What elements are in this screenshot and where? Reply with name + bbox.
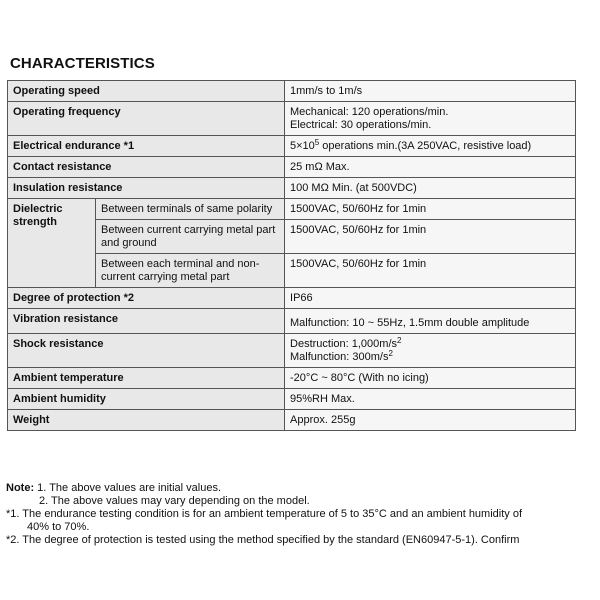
value-text: 5×10 [290, 140, 315, 152]
note-line: 2. The above values may vary depending on the model. [39, 495, 310, 507]
superscript: 2 [397, 336, 402, 345]
row-value: 25 mΩ Max. [285, 157, 576, 178]
row-value: Approx. 255g [285, 410, 576, 431]
row-label: Electrical endurance *1 [8, 136, 285, 157]
row-label: Weight [8, 410, 285, 431]
row-label: Ambient humidity [8, 389, 285, 410]
row-label: Shock resistance [8, 334, 285, 368]
table-row [8, 102, 576, 136]
row-value: IP66 [285, 288, 576, 309]
row-label: Contact resistance [8, 157, 285, 178]
table-row [8, 199, 576, 220]
value-line [290, 338, 570, 351]
page-title: CHARACTERISTICS [10, 55, 155, 72]
sub-label: Between current carrying metal part and ground [96, 220, 285, 254]
note-line: *2. The degree of protection is tested using the method specified by the standard (EN60947-5-1). Confirm [6, 534, 520, 546]
sub-label: Between terminals of same polarity [96, 199, 285, 220]
row-label: Vibration resistance [8, 309, 285, 334]
note-line [6, 482, 586, 495]
row-value: 95%RH Max. [285, 389, 576, 410]
row-value: 1500VAC, 50/60Hz for 1min [285, 220, 576, 254]
row-label: Degree of protection *2 [8, 288, 285, 309]
value-text: Destruction: 1,000m/s [290, 338, 398, 350]
note-prefix: Note: [6, 482, 35, 494]
row-value [285, 102, 576, 136]
row-value: 100 MΩ Min. (at 500VDC) [285, 178, 576, 199]
row-value: 1500VAC, 50/60Hz for 1min [285, 254, 576, 288]
table-row [8, 136, 576, 157]
table-row [8, 368, 576, 389]
table-row [8, 81, 576, 102]
table-row [8, 389, 576, 410]
table-row [8, 309, 576, 334]
row-value: 1mm/s to 1m/s [285, 81, 576, 102]
row-value: Malfunction: 10 ~ 55Hz, 1.5mm double amplitude [285, 309, 576, 334]
characteristics-table [7, 80, 576, 431]
value-line: Electrical: 30 operations/min. [290, 119, 432, 131]
row-label: Ambient temperature [8, 368, 285, 389]
table-row [8, 157, 576, 178]
value-text: Malfunction: 300m/s [290, 351, 389, 363]
note-text: 1. The above values are initial values. [34, 482, 222, 494]
table-row [8, 178, 576, 199]
label-line: strength [13, 216, 57, 228]
label-line: Dielectric [13, 203, 63, 215]
superscript: 5 [314, 138, 320, 147]
row-label: Insulation resistance [8, 178, 285, 199]
note-line: 40% to 70%. [27, 521, 90, 533]
row-value: 1500VAC, 50/60Hz for 1min [285, 199, 576, 220]
superscript: 2 [388, 349, 393, 358]
row-value: -20°C ~ 80°C (With no icing) [285, 368, 576, 389]
table-row [8, 288, 576, 309]
row-value [285, 334, 576, 368]
table-row [8, 410, 576, 431]
table-row [8, 334, 576, 368]
row-label: Operating speed [8, 81, 285, 102]
value-line [290, 351, 570, 364]
row-label [8, 199, 96, 288]
row-value [285, 136, 576, 157]
value-text: operations min.(3A 250VAC, resistive load) [319, 140, 532, 152]
note-line: *1. The endurance testing condition is for an ambient temperature of 5 to 35°C and an ambient humidity of [6, 508, 523, 520]
value-line: Mechanical: 120 operations/min. [290, 106, 449, 118]
notes-section [6, 482, 586, 547]
row-label: Operating frequency [8, 102, 285, 136]
sub-label: Between each terminal and non-current carrying metal part [96, 254, 285, 288]
